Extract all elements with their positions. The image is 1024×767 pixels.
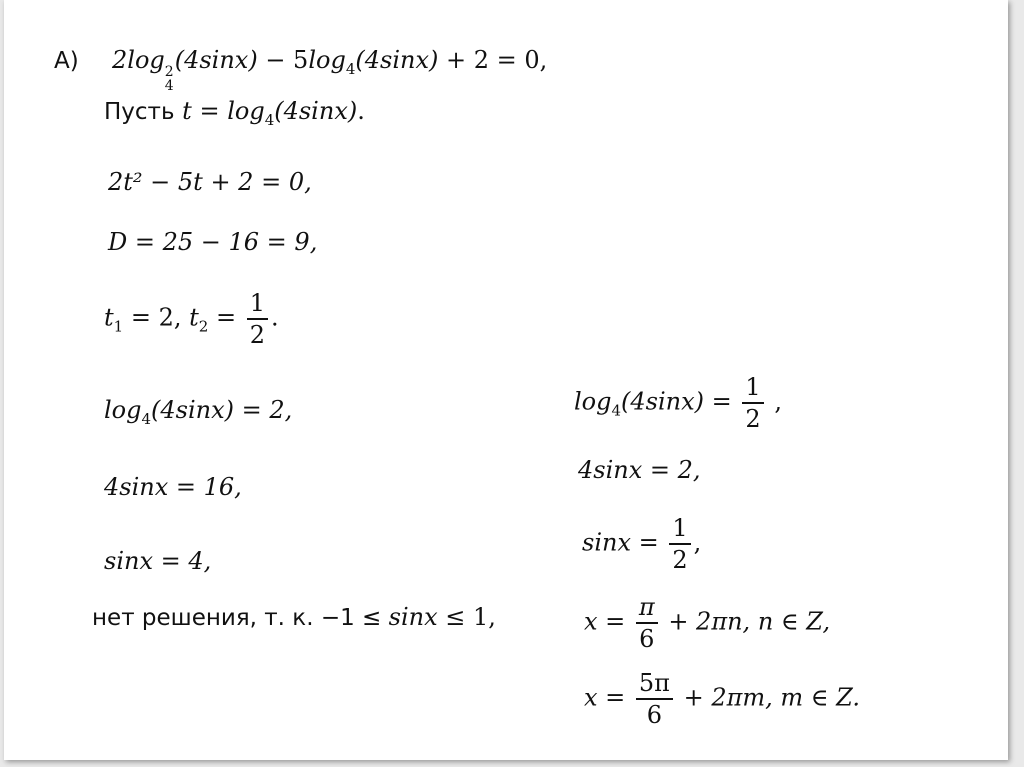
eq-arg: (4sinx) [174,46,258,74]
x2-line [584,668,860,730]
x2-den: 6 [646,701,663,729]
no-solution-line [92,602,496,633]
sub-t: t [182,97,192,125]
x1-fraction [636,592,658,654]
problem-line [54,45,547,93]
right-line-2: 4sinx = 2, [578,456,701,484]
x2-num: 5π [636,668,673,700]
left-log-word: log [104,396,142,424]
right-line-3-den: 2 [672,546,688,574]
x2-rhs: + 2πm, m ∈ Z. [675,683,861,712]
eq-base: 4 [164,78,174,94]
sub-base: 4 [264,111,275,129]
root2-den: 2 [249,321,265,349]
eq-log-word-2: log [308,46,346,74]
eq-arg-2: (4sinx) [355,46,439,74]
no-solution-var: sinx [388,603,438,631]
left-line-2: 4sinx = 16, [104,473,242,501]
eq-log-word: log [127,46,165,74]
right-log-arg: (4sinx) = [621,387,740,416]
roots-end: . [270,303,279,332]
eq-mid: − 5 [257,46,309,74]
right-log-word: log [574,387,612,416]
substitution-line [104,96,365,135]
right-log-line [574,372,782,434]
quadratic-line: 2t² − 5t + 2 = 0, [108,168,312,196]
right-line-3-num: 1 [669,513,690,545]
x1-num: π [636,592,658,624]
root2-fraction [247,288,268,350]
left-log-base: 4 [141,410,152,428]
no-solution-text: нет решения, т. к. −1 ≤ [92,605,389,631]
right-log-base: 4 [611,401,622,420]
right-log-end: , [766,387,782,416]
x2-fraction [636,668,673,730]
sub-arg: (4sinx) [274,97,358,125]
right-log-den: 2 [745,405,761,433]
x1-line [584,592,830,654]
sub-end: . [357,97,365,125]
substitution-word: Пусть [104,99,175,125]
problem-label: А) [54,48,79,74]
right-line-3-end: , [693,528,702,557]
roots-line [104,288,279,350]
right-line-3-lhs: sinx = [582,528,667,557]
equation [112,46,548,94]
left-log-line [104,395,292,434]
root2-num: 1 [247,288,268,320]
discriminant-line: D = 25 − 16 = 9, [108,228,318,256]
eq-exponent: 2 [164,64,174,80]
x1-den: 6 [639,625,655,653]
x1-rhs: + 2πn, n ∈ Z, [660,607,831,636]
root2-t: t [189,303,199,332]
root1-sub: 1 [113,317,124,336]
left-log-eq: (4sinx) = 2, [151,396,293,424]
x1-lhs: x = [584,607,633,636]
eq-tail: + 2 = 0, [438,46,548,74]
root1-t: t [104,303,114,332]
right-log-fraction [742,372,763,434]
right-line-3 [582,513,701,575]
slide [4,0,1008,760]
eq-base-2: 4 [345,60,356,78]
sub-log-word: log [227,97,265,125]
root2-sub: 2 [198,317,209,336]
root2-eq: = [208,303,244,332]
eq-coef: 2 [112,46,128,74]
sub-eq: = [191,97,228,125]
left-line-3: sinx = 4, [104,547,212,575]
no-solution-end: ≤ 1, [437,603,496,631]
x2-lhs: x = [584,683,633,712]
right-line-3-fraction [669,513,690,575]
eq-log-subsup [165,65,174,93]
root1-val: = 2, [123,303,190,332]
right-log-num: 1 [742,372,763,404]
